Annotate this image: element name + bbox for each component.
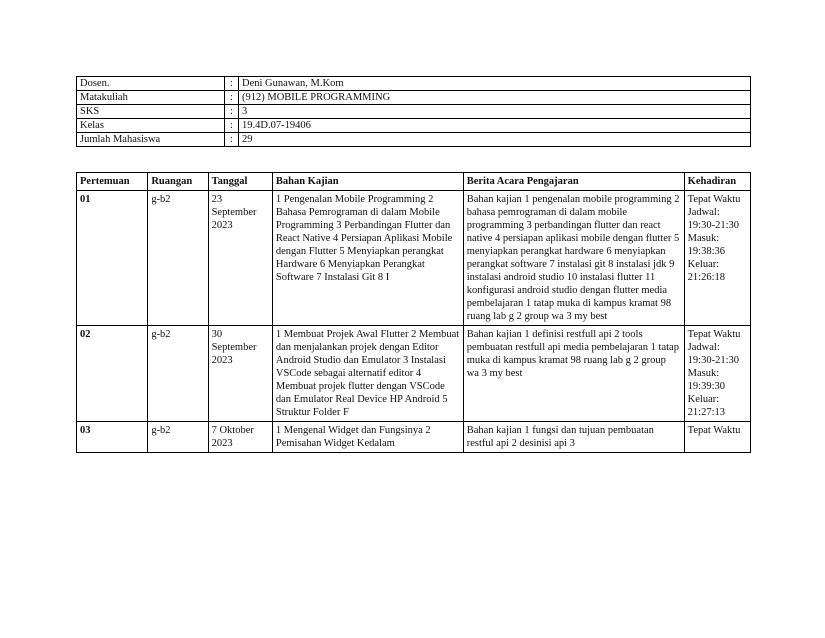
cell-kehadiran: Tepat Waktu Jadwal: 19:30-21:30 Masuk: 19:38:36 Keluar: 21:26:18 <box>684 191 750 326</box>
info-separator: : <box>225 133 239 147</box>
attendance-table <box>76 172 751 453</box>
cell-berita-acara: Bahan kajian 1 definisi restfull api 2 tools pembuatan restfull api media pembelajaran 1 tatap muka di kampus kramat 98 ruang lab g 2 group wa 3 my best <box>463 326 684 422</box>
header-pertemuan: Pertemuan <box>77 173 148 191</box>
cell-ruangan: g-b2 <box>148 326 208 422</box>
cell-kehadiran: Tepat Waktu <box>684 422 750 453</box>
info-value: Deni Gunawan, M.Kom <box>239 77 751 91</box>
info-value: 3 <box>239 105 751 119</box>
info-label: Matakuliah <box>77 91 225 105</box>
cell-tanggal: 23 September 2023 <box>208 191 272 326</box>
table-header-row <box>77 173 751 191</box>
info-label: Jumlah Mahasiswa <box>77 133 225 147</box>
cell-ruangan: g-b2 <box>148 191 208 326</box>
cell-berita-acara: Bahan kajian 1 pengenalan mobile programming 2 bahasa pemrograman di dalam mobile programming 3 perbandingan flutter dan react native 4 persiapan aplikasi mobile dengan flutter 5 menyiapkan perangkat hardware 6 menyiapkan perangkat software 7 instalasi git 8 instalasi jdk 9 instalasi android studio 10 instalasi flutter 11 konfigurasi android studio dengan flutter media pembelajaran 1 tatap muka di kampus kramat 98 ruang lab g 2 group wa 3 my best <box>463 191 684 326</box>
info-row-dosen <box>77 77 751 91</box>
info-row-matakuliah <box>77 91 751 105</box>
cell-ruangan: g-b2 <box>148 422 208 453</box>
header-ruangan: Ruangan <box>148 173 208 191</box>
info-label: Dosen. <box>77 77 225 91</box>
cell-pertemuan: 01 <box>77 191 148 326</box>
cell-tanggal: 7 Oktober 2023 <box>208 422 272 453</box>
cell-berita-acara: Bahan kajian 1 fungsi dan tujuan pembuatan restful api 2 desinisi api 3 <box>463 422 684 453</box>
course-info-table <box>76 76 751 147</box>
info-row-sks <box>77 105 751 119</box>
cell-tanggal: 30 September 2023 <box>208 326 272 422</box>
header-kehadiran: Kehadiran <box>684 173 750 191</box>
cell-kehadiran: Tepat Waktu Jadwal: 19:30-21:30 Masuk: 19:39:30 Keluar: 21:27:13 <box>684 326 750 422</box>
info-row-jumlah-mahasiswa <box>77 133 751 147</box>
cell-pertemuan: 02 <box>77 326 148 422</box>
info-separator: : <box>225 105 239 119</box>
info-label: SKS <box>77 105 225 119</box>
info-value: 29 <box>239 133 751 147</box>
table-row <box>77 191 751 326</box>
table-row <box>77 422 751 453</box>
cell-bahan-kajian: 1 Pengenalan Mobile Programming 2 Bahasa Pemrograman di dalam Mobile Programming 3 Perbandingan Flutter dan React Native 4 Persiapan Aplikasi Mobile dengan Flutter 5 Menyiapkan perangkat Hardware 6 Menyiapkan Perangkat Software 7 Instalasi Git 8 I <box>272 191 463 326</box>
table-row <box>77 326 751 422</box>
header-bahan-kajian: Bahan Kajian <box>272 173 463 191</box>
info-separator: : <box>225 119 239 133</box>
info-label: Kelas <box>77 119 225 133</box>
header-tanggal: Tanggal <box>208 173 272 191</box>
info-separator: : <box>225 91 239 105</box>
info-value: (912) MOBILE PROGRAMMING <box>239 91 751 105</box>
cell-pertemuan: 03 <box>77 422 148 453</box>
header-berita-acara: Berita Acara Pengajaran <box>463 173 684 191</box>
info-separator: : <box>225 77 239 91</box>
info-value: 19.4D.07-19406 <box>239 119 751 133</box>
cell-bahan-kajian: 1 Mengenal Widget dan Fungsinya 2 Pemisahan Widget Kedalam <box>272 422 463 453</box>
info-row-kelas <box>77 119 751 133</box>
cell-bahan-kajian: 1 Membuat Projek Awal Flutter 2 Membuat dan menjalankan projek dengan Editor Android Studio dan Emulator 3 Instalasi VSCode sebagai alternatif editor 4 Membuat projek flutter dengan VSCode dan Emulator Real Device HP Android 5 Struktur Folder F <box>272 326 463 422</box>
